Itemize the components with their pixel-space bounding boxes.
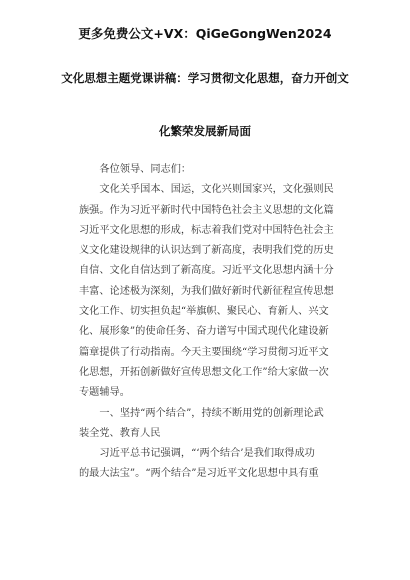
text-line: 化、展形象”的使命任务、奋力谱写中国式现代化建设新	[79, 326, 329, 338]
text-line: 文化关乎国本、国运，文化兴则国家兴，文化强则民	[99, 184, 334, 196]
section-heading-1	[79, 404, 347, 445]
text-line: 族强。作为习近平新时代中国特色社会主义思想的文化篇	[79, 204, 334, 216]
text-line: 一、坚持“两个结合”，持续不断用党的创新理论武	[99, 407, 324, 419]
paragraph-1	[79, 180, 347, 403]
text-line: 习近平文化思想的形成，标志着我们党对中国特色社会主	[79, 224, 334, 236]
document-title-line-2: 化繁荣发展新局面	[159, 124, 251, 138]
document-body	[79, 160, 347, 485]
document-title-line-1: 文化思想主题党课讲稿：学习贯彻文化思想，奋力开创文	[61, 71, 349, 85]
promo-header: 更多免费公文+VX：QiGeGongWen2024	[78, 26, 332, 41]
paragraph-2	[79, 444, 347, 485]
text-line: 篇章提供了行动指南。今天主要围绕“学习贯彻习近平文	[79, 346, 329, 358]
salutation: 各位领导、同志们：	[99, 164, 192, 175]
text-line: 化思想，开拓创新做好宣传思想文化工作”给大家做一次	[79, 366, 329, 378]
text-line: 文化工作、切实担负起“举旗帜、聚民心、育新人、兴文	[79, 306, 329, 318]
text-line: 装全党、教育人民	[79, 427, 161, 439]
text-line: 丰富、论述极为深刻，为我们做好新时代新征程宣传思想	[79, 285, 334, 297]
text-line: 专题辅导。	[79, 387, 130, 399]
text-line: 义文化建设规律的认识达到了新高度，表明我们党的历史	[79, 245, 334, 257]
text-line: 的最大法宝”。“两个结合”是习近平文化思想中具有重	[79, 468, 319, 480]
text-line: 习近平总书记强调，“‘两个结合’是我们取得成功	[99, 448, 315, 460]
text-line: 自信、文化自信达到了新高度。习近平文化思想内涵十分	[79, 265, 334, 277]
